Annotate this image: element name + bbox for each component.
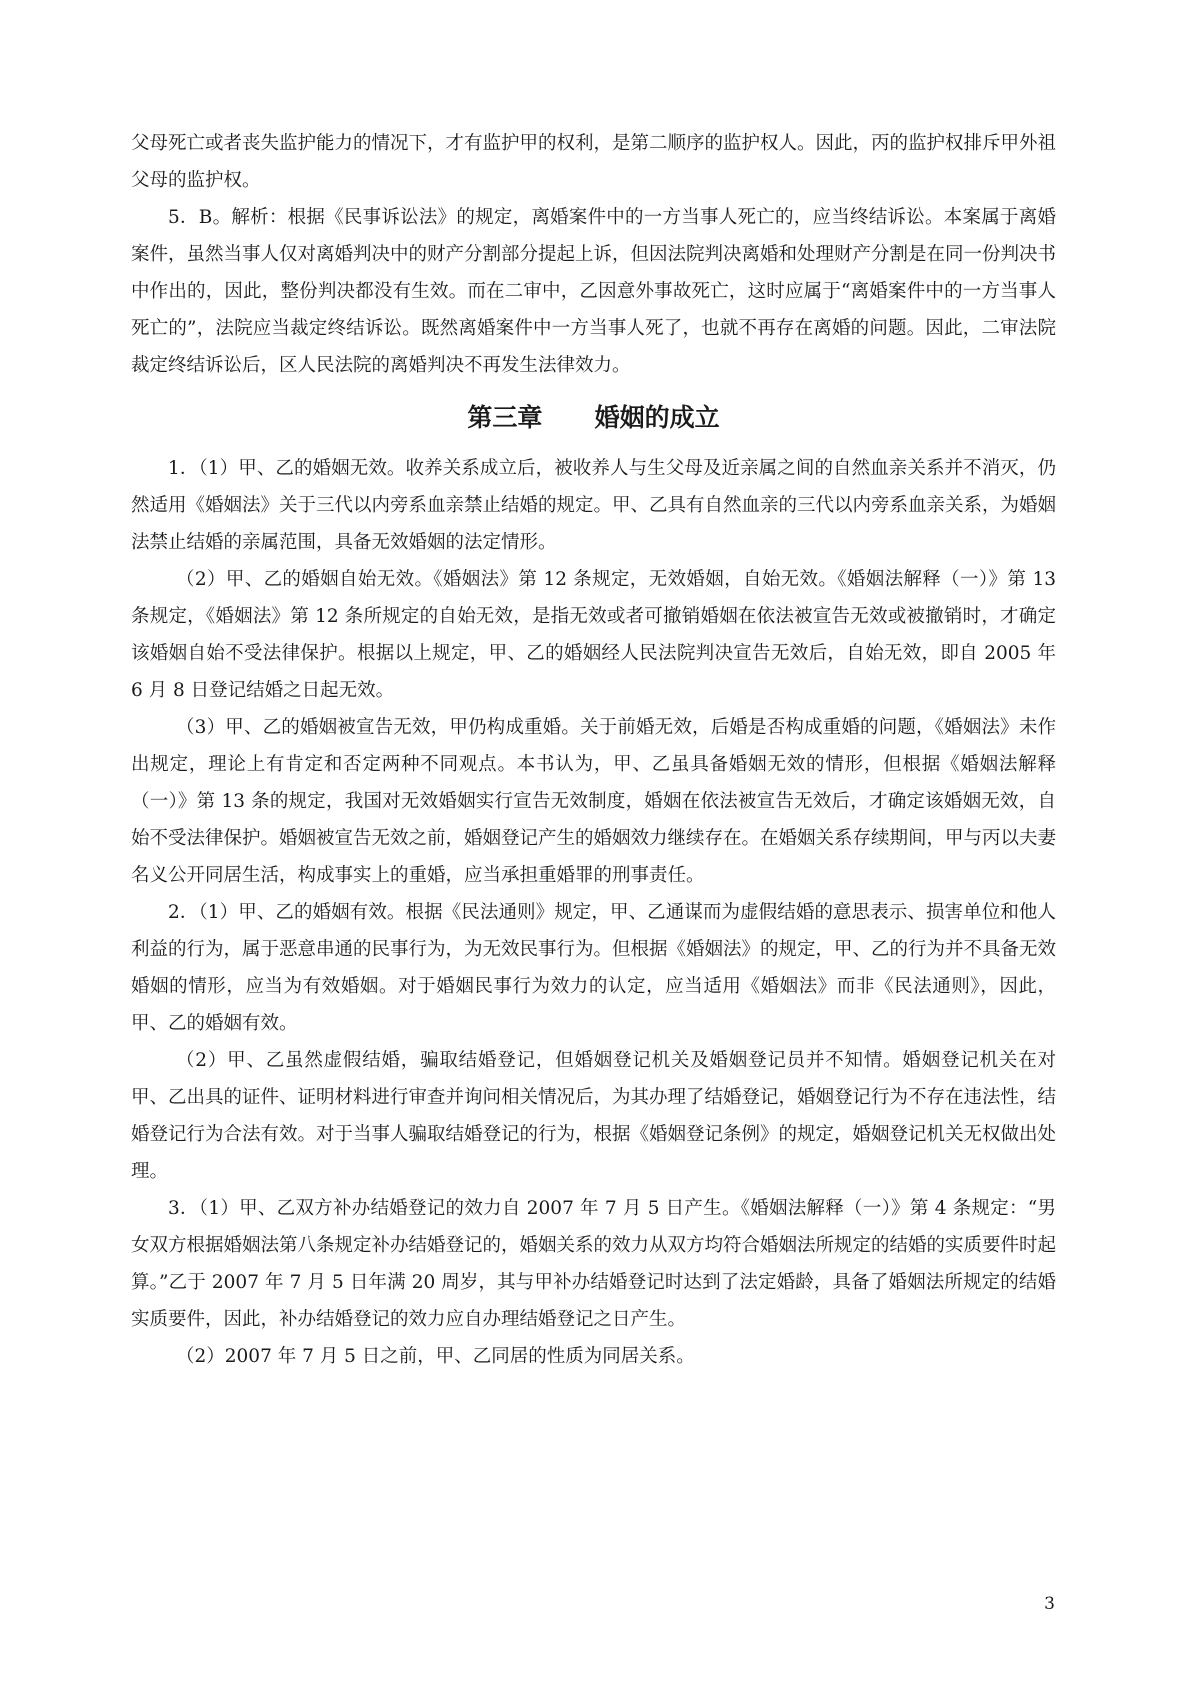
para-1-3: （3）甲、乙的婚姻被宣告无效，甲仍构成重婚。关于前婚无效，后婚是否构成重婚的问题，《婚姻法》未作出规定，理论上有肯定和否定两种不同观点。本书认为，甲、乙虽具备婚姻无效的情形，但根据《婚姻法解释（一）》第 13 条的规定，我国对无效婚姻实行宣告无效制度，婚姻在依法被宣告无效后，才确定该婚姻无效，自始不受法律保护。婚姻被宣告无效之前，婚姻登记产生的婚姻效力继续存在。在婚姻关系存续期间，甲与丙以夫妻名义公开同居生活，构成事实上的重婚，应当承担重婚罪的刑事责任。 bbox=[131, 717, 1057, 886]
para-prev-continuation: 父母死亡或者丧失监护能力的情况下，才有监护甲的权利，是第二顺序的监护权人。因此，丙的监护权排斥甲外祖父母的监护权。 bbox=[131, 133, 1057, 191]
para-2-1: 2．（1）甲、乙的婚姻有效。根据《民法通则》规定，甲、乙通谋而为虚假结婚的意思表示、损害单位和他人利益的行为，属于恶意串通的民事行为，为无效民事行为。但根据《婚姻法》的规定，甲、乙的行为并不具备无效婚姻的情形，应当为有效婚姻。对于婚姻民事行为效力的认定，应当适用《婚姻法》而非《民法通则》，因此，甲、乙的婚姻有效。 bbox=[131, 902, 1057, 1034]
para-2-2: （2）甲、乙虽然虚假结婚，骗取结婚登记，但婚姻登记机关及婚姻登记员并不知情。婚姻登记机关在对甲、乙出具的证件、证明材料进行审查并询问相关情况后，为其办理了结婚登记，婚姻登记行为不存在违法性，结婚登记行为合法有效。对于当事人骗取结婚登记的行为，根据《婚姻登记条例》的规定，婚姻登记机关无权做出处理。 bbox=[131, 1050, 1057, 1182]
para-3-1: 3．（1）甲、乙双方补办结婚登记的效力自 2007 年 7 月 5 日产生。《婚姻法解释（一）》第 4 条规定：“男女双方根据婚姻法第八条规定补办结婚登记的，婚姻关系的效力从双方均符合婚姻法所规定的结婚的实质要件时起算。”乙于 2007 年 7 月 5 日年满 20 周岁，其与甲补办结婚登记时达到了法定婚龄，具备了婚姻法所规定的结婚实质要件，因此，补办结婚登记的效力应自办理结婚登记之日产生。 bbox=[131, 1198, 1057, 1330]
chapter-title: 第三章 婚姻的成立 bbox=[467, 403, 720, 432]
para-1-2: （2）甲、乙的婚姻自始无效。《婚姻法》第 12 条规定，无效婚姻，自始无效。《婚姻法解释（一）》第 13 条规定，《婚姻法》第 12 条所规定的自始无效，是指无效或者可撤销婚姻在依法被宣告无效或被撤销时，才确定该婚姻自始不受法律保护。根据以上规定，甲、乙的婚姻经人民法院判决宣告无效后，自始无效，即自 2005 年 6 月 8 日登记结婚之日起无效。 bbox=[131, 569, 1056, 701]
page-body bbox=[131, 125, 1056, 1375]
section-chapter-three bbox=[131, 450, 1056, 1375]
para-1-1: 1．（1）甲、乙的婚姻无效。收养关系成立后，被收养人与生父母及近亲属之间的自然血亲关系并不消灭，仍然适用《婚姻法》关于三代以内旁系血亲禁止结婚的规定。甲、乙具有自然血亲的三代以内旁系血亲关系，为婚姻法禁止结婚的亲属范围，具备无效婚姻的法定情形。 bbox=[131, 458, 1057, 553]
section-before-chapter bbox=[131, 125, 1056, 384]
para-3-2: （2）2007 年 7 月 5 日之前，甲、乙同居的性质为同居关系。 bbox=[176, 1346, 695, 1367]
para-answer-5: 5．B。解析：根据《民事诉讼法》的规定，离婚案件中的一方当事人死亡的，应当终结诉讼。本案属于离婚案件，虽然当事人仅对离婚判决中的财产分割部分提起上诉，但因法院判决离婚和处理财产分割是在同一份判决书中作出的，因此，整份判决都没有生效。而在二审中，乙因意外事故死亡，这时应属于“离婚案件中的一方当事人死亡的”，法院应当裁定终结诉讼。既然离婚案件中一方当事人死了，也就不再存在离婚的问题。因此，二审法院裁定终结诉讼后，区人民法院的离婚判决不再发生法律效力。 bbox=[131, 207, 1057, 376]
page-number: 3 bbox=[1044, 1594, 1055, 1614]
